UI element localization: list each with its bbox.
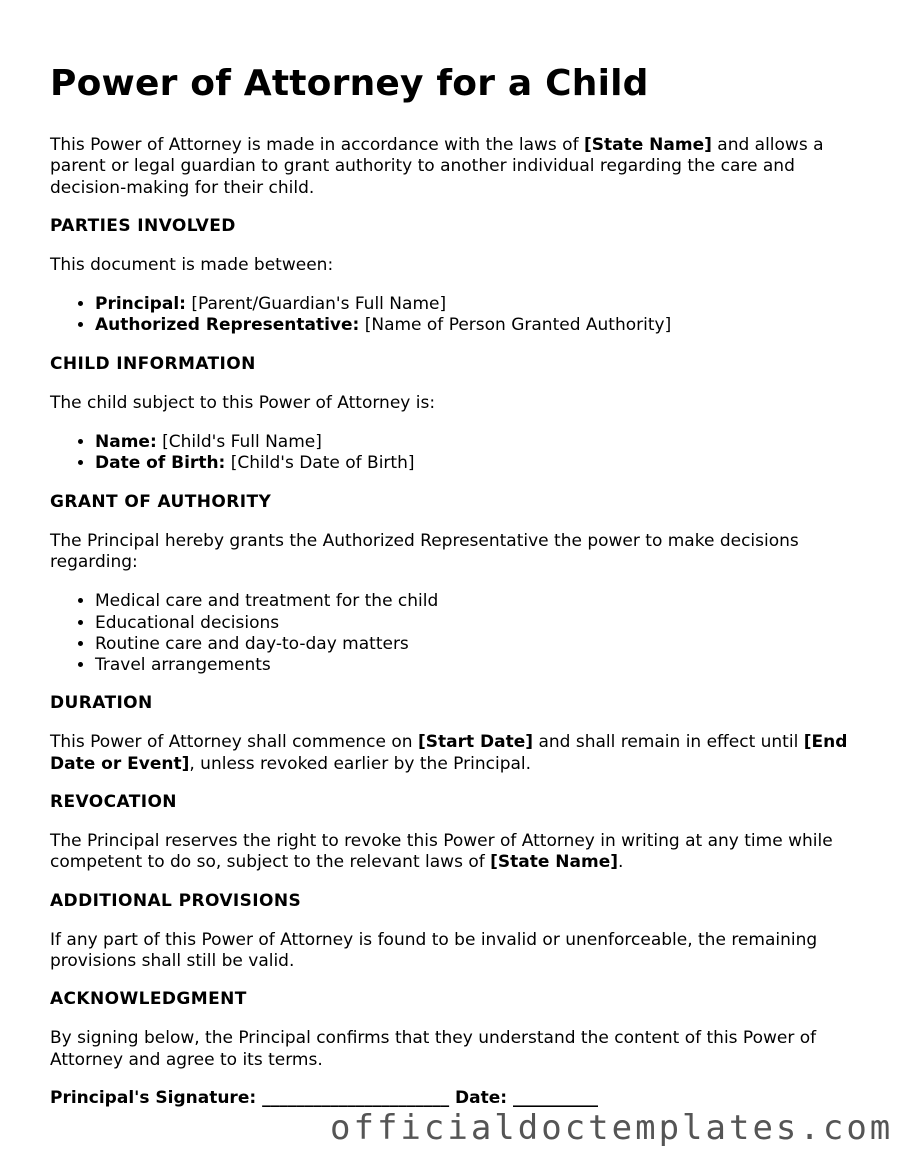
additional-text: If any part of this Power of Attorney is found to be invalid or unenforceable, the remaining provisions shall still be valid.	[50, 929, 818, 971]
duration-text-2: and shall remain in effect until	[533, 732, 804, 753]
acknowledgment-heading: ACKNOWLEDGMENT	[50, 989, 247, 1010]
representative-label: Authorized Representative:	[95, 315, 360, 336]
document-page	[50, 62, 870, 1109]
child-name-value: [Child's Full Name]	[156, 432, 322, 453]
revocation-text-1: The Principal reserves the right to revoke this Power of Attorney in writing at any time while competent to do so, subject to the relevant laws of	[50, 831, 833, 873]
child-name-label: Name:	[95, 432, 157, 453]
signature-blank[interactable]: ______________________	[262, 1087, 450, 1108]
document-title: Power of Attorney for a Child	[50, 63, 649, 104]
principal-value: [Parent/Guardian's Full Name]	[185, 294, 447, 315]
list-item	[95, 315, 870, 336]
parties-text: This document is made between:	[50, 254, 334, 275]
intro-text-1: This Power of Attorney is made in accordance with the laws of	[50, 135, 584, 155]
date-label: Date:	[449, 1087, 513, 1108]
intro-paragraph	[50, 135, 870, 199]
revocation-heading: REVOCATION	[50, 792, 177, 813]
grant-list	[50, 591, 870, 676]
date-blank[interactable]: __________	[512, 1087, 598, 1108]
duration-paragraph	[50, 732, 870, 775]
list-item: • Routine care and day-to-day matters	[95, 634, 870, 655]
acknowledgment-text: By signing below, the Principal confirms that they understand the content of this Power of Attorney and agree to its terms.	[50, 1028, 817, 1070]
grant-text: The Principal hereby grants the Authorized Representative the power to make decisions regarding:	[50, 530, 799, 572]
duration-text-1: This Power of Attorney shall commence on	[50, 732, 418, 753]
list-item: • Medical care and treatment for the child	[95, 591, 870, 612]
duration-text-3: , unless revoked earlier by the Principal.	[189, 753, 532, 774]
child-heading: CHILD INFORMATION	[50, 353, 256, 374]
child-text: The child subject to this Power of Attorney is:	[50, 392, 436, 413]
child-dob-value: [Child's Date of Birth]	[225, 453, 415, 474]
child-dob-label: Date of Birth:	[95, 453, 226, 474]
principal-label: Principal:	[95, 294, 186, 315]
intro-text-2: and allows a parent or legal guardian to grant authority to another individual regarding the care and decision-making for their child.	[50, 135, 824, 198]
revocation-state-name: [State Name]	[490, 852, 619, 873]
signature-line	[50, 1088, 870, 1109]
list-item	[95, 294, 870, 315]
additional-heading: ADDITIONAL PROVISIONS	[50, 890, 302, 911]
list-item	[95, 453, 870, 474]
list-item: • Educational decisions	[95, 613, 870, 634]
representative-value: [Name of Person Granted Authority]	[359, 315, 672, 336]
watermark: officialdoctemplates.com	[330, 1108, 894, 1148]
parties-list	[50, 294, 870, 337]
parties-heading: PARTIES INVOLVED	[50, 215, 236, 236]
start-date-placeholder: [Start Date]	[417, 732, 534, 753]
end-date-placeholder: [End Date or Event]	[50, 732, 848, 774]
signature-label: Principal's Signature:	[50, 1087, 263, 1108]
list-item: • Travel arrangements	[95, 655, 870, 676]
list-item	[95, 432, 870, 453]
duration-heading: DURATION	[50, 693, 153, 714]
intro-state-name: [State Name]	[583, 135, 712, 155]
revocation-paragraph	[50, 831, 870, 874]
child-list	[50, 432, 870, 475]
revocation-text-2: .	[618, 852, 624, 873]
grant-heading: GRANT OF AUTHORITY	[50, 491, 272, 512]
